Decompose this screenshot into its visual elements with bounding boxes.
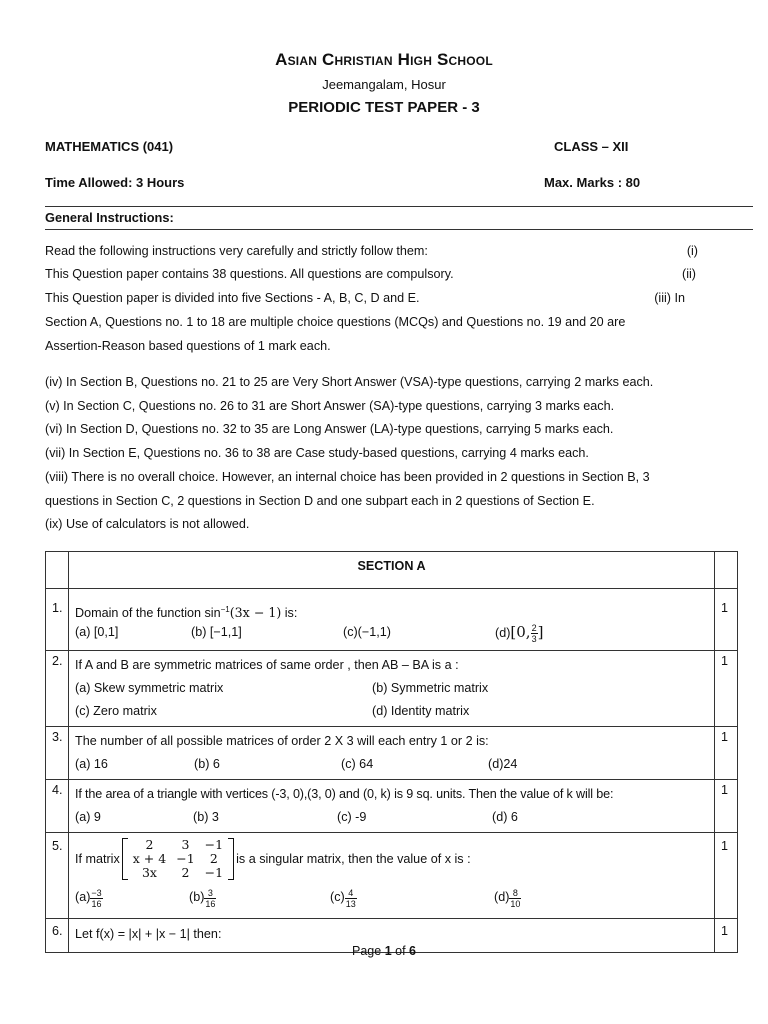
question-mark: 1: [715, 651, 738, 727]
instruction-line: (viii) There is no overall choice. However, an internal choice has been provided in 2 questions in Section B, 3: [45, 470, 650, 484]
option-d: (d) Identity matrix: [372, 704, 470, 718]
max-marks: Max. Marks : 80: [544, 175, 641, 190]
option-a: (a) 9: [75, 810, 101, 824]
instruction-marker: (iii) In: [654, 291, 685, 305]
numerator: 2: [531, 623, 537, 634]
numerator: 3: [204, 888, 216, 899]
instruction-marker: (ii): [682, 267, 696, 281]
matrix-cell: 2: [181, 865, 190, 880]
question-cell: [69, 780, 715, 833]
question-number: 6.: [46, 919, 69, 953]
question-number: 5.: [46, 833, 69, 919]
instruction-line: (vi) In Section D, Questions no. 32 to 35 are Long Answer (LA)-type questions, carrying 5 marks each.: [45, 422, 614, 436]
subject-label: MATHEMATICS (041): [45, 139, 174, 154]
of-word: of: [395, 944, 406, 958]
empty-cell: [715, 552, 738, 589]
paper-title: PERIODIC TEST PAPER - 3: [288, 99, 480, 116]
question-text-part: Domain of the function sin: [75, 606, 221, 621]
option-d-bracket: [0,: [510, 623, 531, 641]
question-mark: 1: [715, 780, 738, 833]
divider-bottom: [45, 229, 753, 230]
question-text: If A and B are symmetric matrices of same order , then AB – BA is a :: [75, 658, 459, 672]
denominator: 16: [205, 898, 216, 909]
question-text-part: is a singular matrix, then the value of x is :: [236, 852, 471, 866]
options-row: [75, 621, 708, 647]
option-a: (a) 16: [75, 757, 108, 771]
time-allowed: Time Allowed: 3 Hours: [45, 175, 185, 190]
option-d: (d) 6: [492, 810, 518, 824]
matrix-cell: 3x: [141, 865, 157, 880]
options-row: [75, 700, 708, 723]
option-d-label: (d): [495, 626, 511, 640]
instruction-line: This Question paper contains 38 questions. All questions are compulsory.: [45, 267, 454, 281]
page-footer: [0, 944, 768, 958]
school-name: Asian Christian High School: [275, 50, 493, 69]
option-b: (b) [−1,1]: [191, 625, 242, 639]
page-total: 6: [409, 944, 416, 958]
option-d: (d)24: [488, 757, 518, 771]
option-a: (a) Skew symmetric matrix: [75, 681, 224, 695]
option-a: (a) [0,1]: [75, 625, 119, 639]
denominator: 13: [345, 898, 356, 909]
superscript: −1: [220, 605, 230, 614]
questions-table: [45, 551, 738, 953]
instructions-heading: General Instructions:: [45, 210, 174, 225]
fraction: [531, 623, 538, 644]
instruction-line: Read the following instructions very carefully and strictly follow them:: [45, 244, 428, 258]
option-d-bracket-close: ]: [537, 623, 544, 641]
fraction: [345, 888, 357, 909]
question-text: The number of all possible matrices of order 2 X 3 will each entry 1 or 2 is:: [75, 734, 489, 748]
question-text: [75, 598, 708, 621]
instruction-line: (vii) In Section E, Questions no. 36 to 38 are Case study-based questions, carrying 4 marks each.: [45, 446, 589, 460]
question-number: 1.: [46, 589, 69, 651]
matrix-cell: −1: [176, 851, 195, 866]
matrix-cell: x + 4: [132, 851, 167, 866]
option-label: (d): [494, 890, 510, 905]
option-b: [189, 888, 330, 909]
instruction-line: (ix) Use of calculators is not allowed.: [45, 517, 250, 531]
matrix-row: [128, 838, 228, 852]
question-text-part: is:: [281, 606, 298, 621]
question-number: 3.: [46, 727, 69, 780]
denominator: 3: [531, 634, 537, 645]
question-row: [46, 589, 738, 651]
question-text: Let f(x) = |x| + |x − 1| then:: [75, 927, 222, 941]
instruction-line: Assertion-Reason based questions of 1 mark each.: [45, 339, 331, 353]
section-title: SECTION A: [69, 552, 715, 589]
math-expression: (3x − 1): [229, 605, 282, 621]
instruction-line: (iv) In Section B, Questions no. 21 to 25 are Very Short Answer (VSA)-type questions, carrying 2 marks each.: [45, 375, 654, 389]
option-b: (b) 6: [194, 757, 220, 771]
denominator: 16: [91, 898, 102, 909]
matrix-grid: [128, 838, 228, 880]
fraction: [90, 888, 102, 909]
option-label: (c): [330, 890, 345, 905]
matrix-cell: 3: [181, 837, 190, 852]
divider-top: [45, 206, 753, 207]
options-row: [75, 806, 708, 829]
option-a: [75, 888, 189, 909]
question-mark: 1: [715, 833, 738, 919]
question-row: [46, 651, 738, 727]
question-cell: [69, 727, 715, 780]
page-word: Page: [352, 944, 382, 958]
option-b: (b) Symmetric matrix: [372, 681, 489, 695]
question-cell: [69, 651, 715, 727]
options-row: [75, 677, 708, 700]
option-c: [330, 888, 494, 909]
option-d: [494, 888, 521, 909]
question-text: [75, 835, 708, 883]
matrix-cell: −1: [204, 837, 224, 852]
question-row: [46, 727, 738, 780]
options-row: [75, 753, 708, 776]
question-mark: 1: [715, 727, 738, 780]
numerator: 4: [345, 888, 357, 899]
matrix-cell: −1: [204, 865, 224, 880]
class-label: CLASS – XII: [554, 139, 629, 154]
question-row: [46, 833, 738, 919]
question-cell: [69, 589, 715, 651]
option-c: (c) -9: [337, 810, 367, 824]
matrix-cell: 2: [209, 851, 218, 866]
instruction-line: (v) In Section C, Questions no. 26 to 31 are Short Answer (SA)-type questions, carrying 3 marks each.: [45, 399, 615, 413]
question-mark: 1: [715, 919, 738, 953]
option-b: (b) 3: [193, 810, 219, 824]
question-number: 2.: [46, 651, 69, 727]
option-c: (c)(−1,1): [343, 625, 391, 639]
matrix-row: [128, 852, 228, 866]
question-mark: 1: [715, 589, 738, 651]
question-cell: [69, 833, 715, 919]
fraction: [204, 888, 216, 909]
options-row: [75, 883, 708, 913]
option-d: [495, 621, 543, 647]
denominator: 10: [510, 898, 521, 909]
matrix: [122, 838, 234, 880]
instruction-line: Section A, Questions no. 1 to 18 are multiple choice questions (MCQs) and Questions no. 19 and 20 are: [45, 315, 626, 329]
option-label: (a): [75, 890, 91, 905]
question-number: 4.: [46, 780, 69, 833]
instruction-line: questions in Section C, 2 questions in Section D and one subpart each in 2 questions of Section E.: [45, 494, 595, 508]
matrix-row: [128, 866, 228, 880]
numerator: −3: [91, 887, 102, 898]
page-current: 1: [384, 944, 392, 958]
option-label: (b): [189, 890, 205, 905]
question-row: [46, 780, 738, 833]
fraction: [509, 888, 521, 909]
question-text-part: If matrix: [75, 852, 120, 866]
instruction-marker: (i): [686, 244, 698, 258]
question-text: If the area of a triangle with vertices (-3, 0),(3, 0) and (0, k) is 9 sq. units. Then the value of k will be:: [75, 787, 614, 801]
option-c: (c) Zero matrix: [75, 704, 157, 718]
matrix-cell: 2: [145, 837, 154, 852]
option-c: (c) 64: [341, 757, 374, 771]
numerator: 8: [509, 888, 521, 899]
instruction-line: This Question paper is divided into five Sections - A, B, C, D and E.: [45, 291, 420, 305]
empty-cell: [46, 552, 69, 589]
school-location: Jeemangalam, Hosur: [322, 77, 446, 92]
section-header-row: [46, 552, 738, 589]
